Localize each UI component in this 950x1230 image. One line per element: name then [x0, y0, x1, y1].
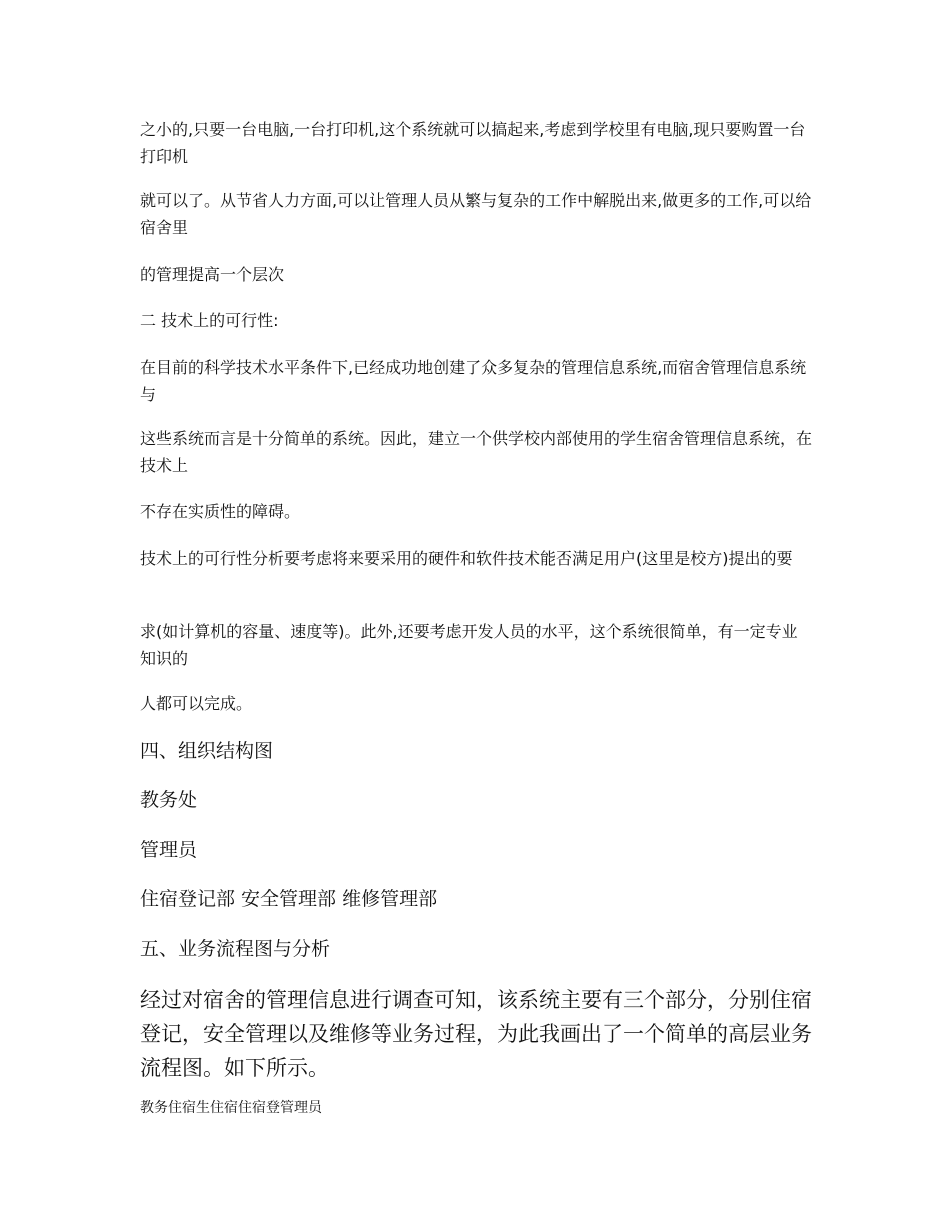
paragraph-6: 这些系统而言是十分简单的系统。因此，建立一个供学校内部使用的学生宿舍管理信息系统，在技术上 [140, 429, 813, 475]
org-chart-level-3: 住宿登记部 安全管理部 维修管理部 [140, 888, 438, 910]
paragraph-10: 人都可以完成。 [140, 694, 253, 713]
flow-diagram-labels: 教务住宿生住宿住宿登管理员 [140, 1100, 322, 1116]
analysis-paragraph: 经过对宿舍的管理信息进行调查可知，该系统主要有三个部分，分别住宿登记，安全管理以及维修等业务过程，为此我画出了一个简单的高层业务流程图。如下所示。 [140, 988, 812, 1080]
paragraph-5: 在目前的科学技术水平条件下,已经成功地创建了众多复杂的管理信息系统,而宿舍管理信息系统与 [140, 358, 807, 404]
paragraph-3: 的管理提高一个层次 [140, 265, 285, 284]
section-two-heading: 二 技术上的可行性: [140, 311, 279, 330]
paragraph-1: 之小的,只要一台电脑,一台打印机,这个系统就可以搞起来,考虑到学校里有电脑,现只要购置一台打印机 [140, 120, 806, 166]
paragraph-2: 就可以了。从节省人力方面,可以让管理人员从繁与复杂的工作中解脱出来,做更多的工作,可以给宿舍里 [140, 191, 812, 237]
section-four-heading: 四、组织结构图 [140, 740, 274, 762]
paragraph-8: 技术上的可行性分析要考虑将来要采用的硬件和软件技术能否满足用户(这里是校方)提出的要 [140, 549, 793, 568]
paragraph-7: 不存在实质性的障碍。 [140, 502, 301, 521]
section-five-heading: 五、业务流程图与分析 [140, 938, 331, 960]
org-chart-level-2: 管理员 [140, 839, 198, 861]
paragraph-9: 求(如计算机的容量、速度等)。此外,还要考虑开发人员的水平，这个系统很简单，有一定专业知识的 [140, 622, 798, 668]
org-chart-level-1: 教务处 [140, 789, 198, 811]
